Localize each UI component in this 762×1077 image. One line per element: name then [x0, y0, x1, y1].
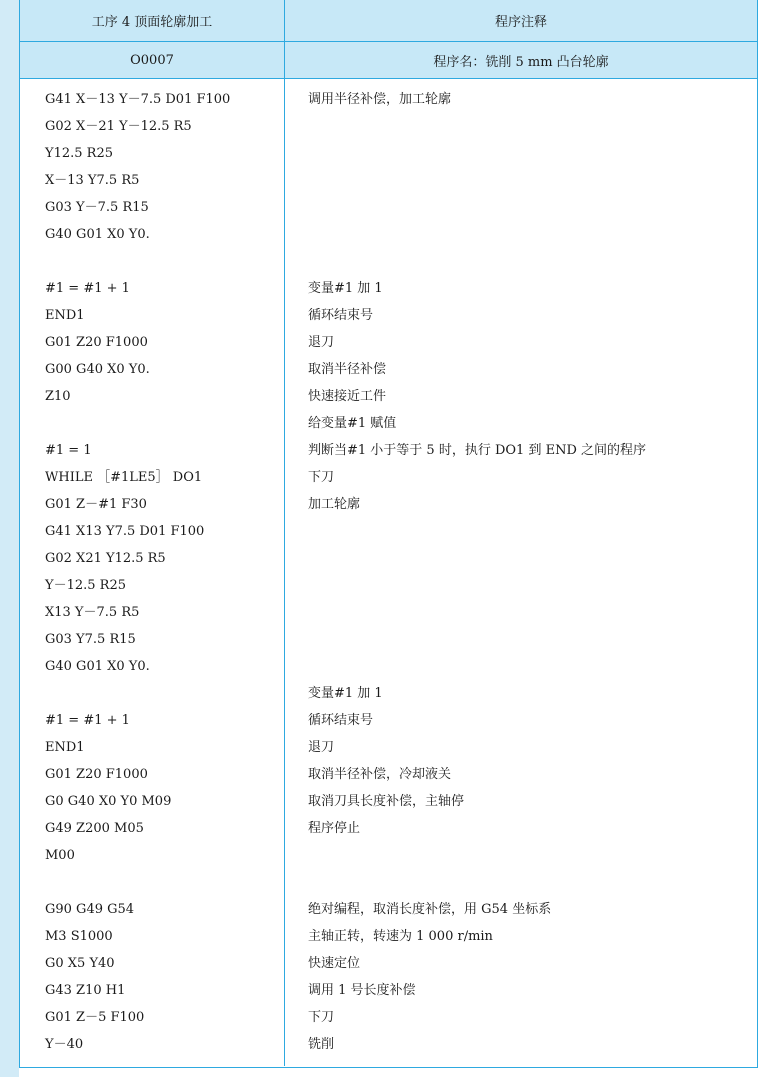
- code-line: G49 Z200 M05: [45, 821, 144, 836]
- code-line: G01 Z－#1 F30: [45, 497, 147, 512]
- code-line: #1 = #1 + 1: [45, 713, 130, 728]
- comment-line: 给变量#1 赋值: [308, 416, 397, 431]
- comment-line: 快速接近工件: [308, 389, 387, 404]
- comment-line: 循环结束号: [308, 713, 374, 728]
- left-margin-stripe: [0, 0, 19, 1077]
- comment-line: 快速定位: [308, 956, 361, 971]
- comment-line: [285, 653, 757, 680]
- comment-line: [285, 194, 757, 221]
- comment-line: 程序停止: [308, 821, 361, 836]
- code-line: G90 G49 G54: [45, 902, 135, 917]
- comment-line: 变量#1 加 1: [308, 281, 383, 296]
- comment-line: 加工轮廓: [308, 497, 361, 512]
- code-line: X13 Y－7.5 R5: [45, 605, 140, 620]
- comment-line: 退刀: [308, 740, 335, 755]
- comment-line: 循环结束号: [308, 308, 374, 323]
- comment-line: [285, 869, 757, 896]
- comment-line: [285, 518, 757, 545]
- code-line: G40 G01 X0 Y0.: [45, 659, 150, 674]
- program-table: [19, 0, 758, 1068]
- comment-line: [285, 248, 757, 275]
- code-line: G41 X13 Y7.5 D01 F100: [45, 524, 205, 539]
- comment-line: 调用 1 号长度补偿: [308, 983, 416, 998]
- code-line: G01 Z20 F1000: [45, 335, 148, 350]
- comment-line: [285, 572, 757, 599]
- code-line: G03 Y7.5 R15: [45, 632, 136, 647]
- table-header-row: [20, 0, 757, 42]
- comment-line: 退刀: [308, 335, 335, 350]
- comment-line: [285, 140, 757, 167]
- code-line: G43 Z10 H1: [45, 983, 126, 998]
- comment-line: 下刀: [308, 1010, 335, 1025]
- program-name: 程序名：铣削 5 mm 凸台轮廓: [433, 54, 609, 70]
- comment-line: 下刀: [308, 470, 335, 485]
- code-line: [20, 248, 284, 275]
- code-line: #1 = 1: [45, 443, 92, 458]
- code-line: [20, 410, 284, 437]
- code-line: G03 Y－7.5 R15: [45, 200, 149, 215]
- program-number: O0007: [20, 42, 285, 78]
- code-line: [20, 680, 284, 707]
- code-line: Z10: [45, 389, 71, 404]
- code-line: Y－12.5 R25: [45, 578, 126, 593]
- code-line: G0 X5 Y40: [45, 956, 115, 971]
- comment-line: [285, 599, 757, 626]
- code-line: Y－40: [45, 1037, 84, 1052]
- code-line: M00: [45, 848, 75, 863]
- comment-line: 绝对编程，取消长度补偿，用 G54 坐标系: [308, 902, 552, 917]
- code-line: M3 S1000: [45, 929, 113, 944]
- comment-line: 主轴正转，转速为 1 000 r/min: [308, 929, 493, 944]
- code-line: Y12.5 R25: [45, 146, 113, 161]
- code-line: G40 G01 X0 Y0.: [45, 227, 150, 242]
- comment-line: 判断当#1 小于等于 5 时，执行 DO1 到 END 之间的程序: [308, 443, 647, 458]
- comment-line: 取消刀具长度补偿，主轴停: [308, 794, 465, 809]
- code-line: G01 Z－5 F100: [45, 1010, 145, 1025]
- comment-line: 变量#1 加 1: [308, 686, 383, 701]
- code-line: WHILE ［#1LE5］ DO1: [45, 470, 203, 485]
- code-line: G01 Z20 F1000: [45, 767, 148, 782]
- comment-line: 铣削: [308, 1037, 335, 1052]
- code-line: X－13 Y7.5 R5: [45, 173, 140, 188]
- comment-line: [285, 113, 757, 140]
- comment-column: [285, 79, 757, 1066]
- code-line: #1 = #1 + 1: [45, 281, 130, 296]
- code-line: [20, 869, 284, 896]
- table-body: [20, 79, 757, 1066]
- code-line: G02 X21 Y12.5 R5: [45, 551, 166, 566]
- comment-line: 取消半径补偿，冷却液关: [308, 767, 452, 782]
- code-line: G02 X－21 Y－12.5 R5: [45, 119, 192, 134]
- code-column: [20, 79, 285, 1066]
- comment-line: 调用半径补偿，加工轮廓: [308, 92, 452, 107]
- comment-line: [285, 167, 757, 194]
- code-line: G0 G40 X0 Y0 M09: [45, 794, 172, 809]
- comment-line: [285, 842, 757, 869]
- code-line: G00 G40 X0 Y0.: [45, 362, 150, 377]
- table-subheader-row: [20, 42, 757, 79]
- code-line: G41 X－13 Y－7.5 D01 F100: [45, 92, 231, 107]
- comment-line: [285, 221, 757, 248]
- comment-line: [285, 545, 757, 572]
- header-process: 工序 4 顶面轮廓加工: [20, 0, 285, 41]
- code-line: END1: [45, 740, 85, 755]
- code-line: END1: [45, 308, 85, 323]
- header-comment: 程序注释: [494, 15, 547, 30]
- comment-line: 取消半径补偿: [308, 362, 387, 377]
- comment-line: [285, 626, 757, 653]
